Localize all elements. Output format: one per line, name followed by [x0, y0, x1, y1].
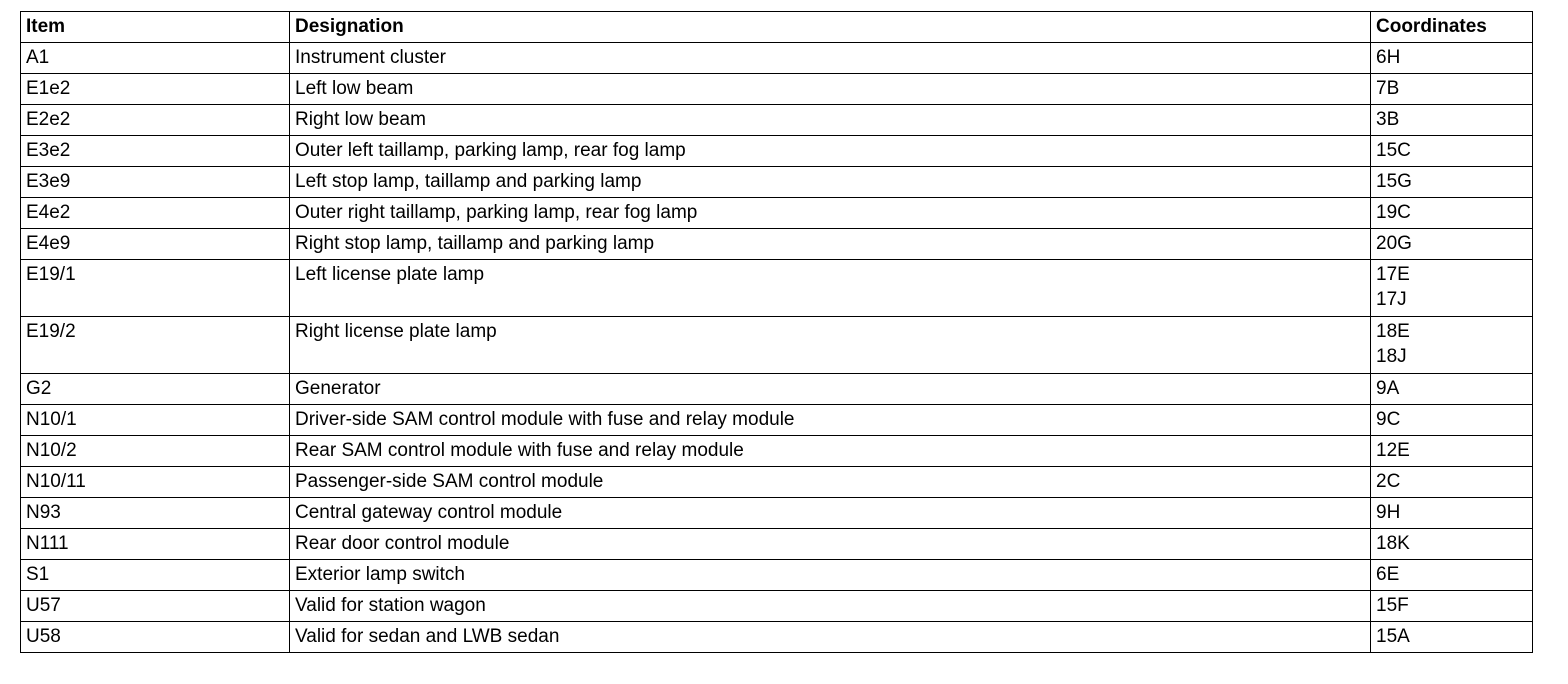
item-cell: N111: [21, 529, 290, 560]
designation-cell: Passenger-side SAM control module: [290, 467, 1371, 498]
coordinates-cell: [1371, 560, 1533, 591]
coordinate-value: 19C: [1376, 202, 1411, 223]
coordinate-value: 15F: [1376, 595, 1409, 616]
coordinate-value: 3B: [1376, 109, 1400, 130]
table-row: [21, 591, 1533, 622]
table-row: [21, 529, 1533, 560]
designation-cell: Driver-side SAM control module with fuse and relay module: [290, 405, 1371, 436]
item-cell: N93: [21, 498, 290, 529]
designation-cell: Left license plate lamp: [290, 260, 1371, 317]
table-row: [21, 622, 1533, 653]
coordinates-cell: [1371, 436, 1533, 467]
designation-cell: Instrument cluster: [290, 43, 1371, 74]
coordinates-cell: [1371, 167, 1533, 198]
coordinate-value: 2C: [1376, 471, 1401, 492]
coordinate-value: 12E: [1376, 440, 1410, 461]
designation-cell: Generator: [290, 374, 1371, 405]
coordinate-value: 15G: [1376, 171, 1412, 192]
table-row: [21, 198, 1533, 229]
coordinates-cell: [1371, 260, 1533, 317]
coordinates-cell: [1371, 405, 1533, 436]
designation-cell: Left low beam: [290, 74, 1371, 105]
coordinates-cell: [1371, 317, 1533, 374]
coordinate-value: 9A: [1376, 378, 1400, 399]
item-cell: E4e9: [21, 229, 290, 260]
item-cell: E1e2: [21, 74, 290, 105]
item-cell: E2e2: [21, 105, 290, 136]
item-cell: E19/2: [21, 317, 290, 374]
item-cell: U58: [21, 622, 290, 653]
coordinate-value: 15A: [1376, 626, 1410, 647]
item-cell: E4e2: [21, 198, 290, 229]
coordinates-cell: [1371, 198, 1533, 229]
table-row: [21, 498, 1533, 529]
table-row: [21, 105, 1533, 136]
coordinates-cell: [1371, 467, 1533, 498]
designation-cell: Rear SAM control module with fuse and relay module: [290, 436, 1371, 467]
table-body: [21, 43, 1533, 653]
table-row: [21, 374, 1533, 405]
coordinates-cell: [1371, 229, 1533, 260]
designation-cell: Right license plate lamp: [290, 317, 1371, 374]
designation-cell: Right low beam: [290, 105, 1371, 136]
coordinates-cell: [1371, 74, 1533, 105]
coordinates-cell: [1371, 591, 1533, 622]
component-legend-table: [20, 11, 1533, 653]
table-row: [21, 167, 1533, 198]
item-cell: N10/11: [21, 467, 290, 498]
table-row: [21, 560, 1533, 591]
coordinate-value: 18J: [1376, 346, 1407, 367]
coordinate-value: 18E: [1376, 321, 1410, 342]
coordinate-value: 18K: [1376, 533, 1410, 554]
item-cell: G2: [21, 374, 290, 405]
table-row: [21, 74, 1533, 105]
designation-cell: Valid for sedan and LWB sedan: [290, 622, 1371, 653]
item-cell: A1: [21, 43, 290, 74]
item-cell: U57: [21, 591, 290, 622]
coordinate-value: 9C: [1376, 409, 1401, 430]
header-coordinates: Coordinates: [1371, 12, 1533, 43]
designation-cell: Left stop lamp, taillamp and parking lamp: [290, 167, 1371, 198]
coordinates-cell: [1371, 105, 1533, 136]
header-designation: Designation: [290, 12, 1371, 43]
coordinates-cell: [1371, 498, 1533, 529]
coordinates-cell: [1371, 136, 1533, 167]
coordinates-cell: [1371, 622, 1533, 653]
coordinates-cell: [1371, 529, 1533, 560]
legend-table-container: [20, 11, 1533, 653]
designation-cell: Exterior lamp switch: [290, 560, 1371, 591]
designation-cell: Valid for station wagon: [290, 591, 1371, 622]
designation-cell: Rear door control module: [290, 529, 1371, 560]
table-row: [21, 317, 1533, 374]
table-row: [21, 405, 1533, 436]
designation-cell: Outer left taillamp, parking lamp, rear fog lamp: [290, 136, 1371, 167]
item-cell: N10/2: [21, 436, 290, 467]
coordinate-value: 17E: [1376, 264, 1410, 285]
table-row: [21, 467, 1533, 498]
coordinate-value: 17J: [1376, 289, 1407, 310]
coordinate-value: 6E: [1376, 564, 1400, 585]
item-cell: E19/1: [21, 260, 290, 317]
designation-cell: Outer right taillamp, parking lamp, rear fog lamp: [290, 198, 1371, 229]
table-header-row: [21, 12, 1533, 43]
table-row: [21, 43, 1533, 74]
coordinate-value: 7B: [1376, 78, 1400, 99]
item-cell: E3e2: [21, 136, 290, 167]
designation-cell: Central gateway control module: [290, 498, 1371, 529]
item-cell: S1: [21, 560, 290, 591]
coordinate-value: 20G: [1376, 233, 1412, 254]
table-row: [21, 260, 1533, 317]
coordinates-cell: [1371, 43, 1533, 74]
coordinate-value: 9H: [1376, 502, 1401, 523]
table-row: [21, 436, 1533, 467]
table-row: [21, 136, 1533, 167]
coordinates-cell: [1371, 374, 1533, 405]
item-cell: E3e9: [21, 167, 290, 198]
item-cell: N10/1: [21, 405, 290, 436]
table-row: [21, 229, 1533, 260]
designation-cell: Right stop lamp, taillamp and parking lamp: [290, 229, 1371, 260]
header-item: Item: [21, 12, 290, 43]
coordinate-value: 15C: [1376, 140, 1411, 161]
coordinate-value: 6H: [1376, 47, 1401, 68]
